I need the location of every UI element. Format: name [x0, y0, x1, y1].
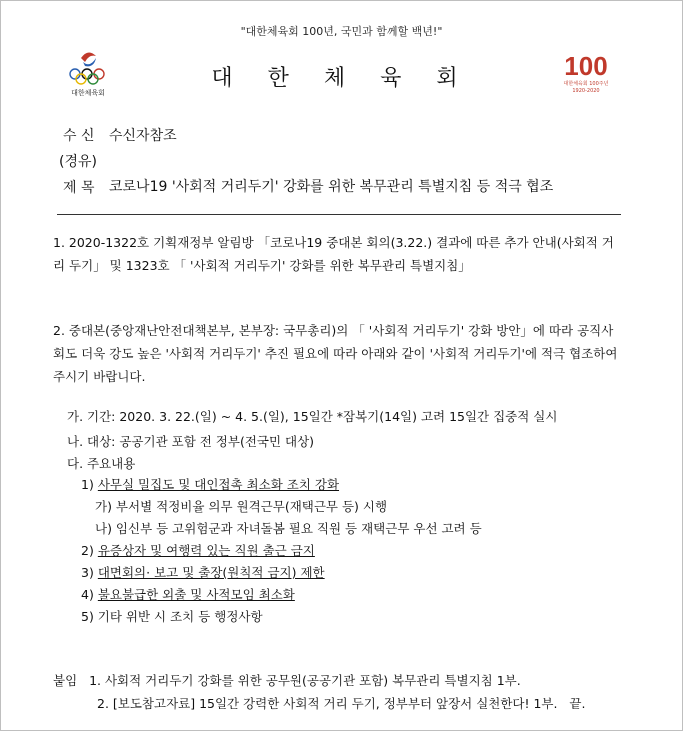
sub-item-3-text: 대면회의· 보고 및 출장(원칙적 금지) 제한: [97, 565, 325, 580]
sub-item-1a: 가) 부서별 적정비율 의무 원격근무(재택근무 등) 시행: [95, 499, 388, 514]
sub-item-1-text: 사무실 밀집도 및 대인접촉 최소화 조치 강화: [97, 477, 340, 492]
annex-item-2: 2. [보도참고자료] 15일간 강력한 사회적 거리 두기, 정부부터 앞장서 실천한다! 1부. 끝.: [97, 696, 586, 711]
centennial-logo: [557, 49, 615, 95]
sub-item-2: 2) 유증상자 및 여행력 있는 직원 출근 금지: [81, 543, 315, 558]
item-target: 나. 대상: 공공기관 포함 전 정부(전국민 대상): [67, 434, 315, 449]
centennial-number: 100: [564, 51, 608, 81]
annex-item-1: 붙임 1. 사회적 거리두기 강화를 위한 공무원(공공기관 포함) 복무관리 특별지침 1부.: [53, 673, 521, 688]
sub-item-2-text: 유증상자 및 여행력 있는 직원 출근 금지: [97, 543, 315, 558]
subject-label: 제 목: [63, 180, 95, 196]
sub-item-1: 1) 사무실 밀집도 및 대인접촉 최소화 조치 강화: [81, 477, 340, 492]
sub-item-5: 5) 기타 위반 시 조치 등 행정사항: [81, 609, 263, 624]
via-label: (경유): [59, 154, 97, 170]
sub-item-1b: 나) 임신부 등 고위험군과 자녀돌봄 필요 직원 등 재택근무 우선 고려 등: [95, 521, 482, 536]
org-title: 대 한 체 육 회: [211, 66, 472, 91]
item-main-content: 다. 주요내용: [67, 456, 136, 471]
paragraph-2: 2. 중대본(중앙재난안전대책본부, 본부장: 국무총리)의 「 '사회적 거리두기' 강화 방안」에 따라 공직사회도 더욱 강도 높은 '사회적 거리두기' 추진 필요에 따라 아래와 같이 '사회적 거리두기'에 적극 협조하여 주시기 바랍니다.: [53, 323, 618, 384]
sub-item-4-text: 불요불급한 외출 및 사적모임 최소화: [97, 587, 295, 602]
sub-item-4: 4) 불요불급한 외출 및 사적모임 최소화: [81, 587, 295, 602]
end-mark: 끝.: [569, 696, 586, 711]
slogan: "대한체육회 100년, 국민과 함께할 백년!": [240, 25, 443, 38]
paragraph-1: 1. 2020-1322호 기획재정부 알림방 「코로나19 중대본 회의(3.22.) 결과에 따른 추가 안내(사회적 거리 두기」 및 1323호 「 '사회적 거리두기' 강화를 위한 복무관리 특별지침」: [53, 235, 614, 273]
recipient-row: [63, 125, 177, 145]
subject-value: 코로나19 '사회적 거리두기' 강화를 위한 복무관리 특별지침 등 적극 협조: [109, 179, 554, 195]
via-row: [59, 151, 97, 171]
sub-item-3: 3) 대면회의· 보고 및 출장(원칙적 금지) 제한: [81, 565, 325, 580]
centennial-100-logo-icon: [557, 49, 615, 81]
item-period: 가. 기간: 2020. 3. 22.(일) ~ 4. 5.(일), 15일간 *잠복기(14일) 고려 15일간 집중적 실시: [67, 409, 558, 424]
recipient-label: 수 신: [63, 128, 95, 144]
left-logo-caption: 대한체육회: [71, 89, 105, 97]
centennial-caption: 대한체육회 100주년 1920-2020: [563, 81, 609, 94]
header-divider: [57, 214, 621, 215]
recipient-value: 수신자참조: [109, 128, 177, 144]
annex-label: 붙임: [53, 673, 78, 688]
